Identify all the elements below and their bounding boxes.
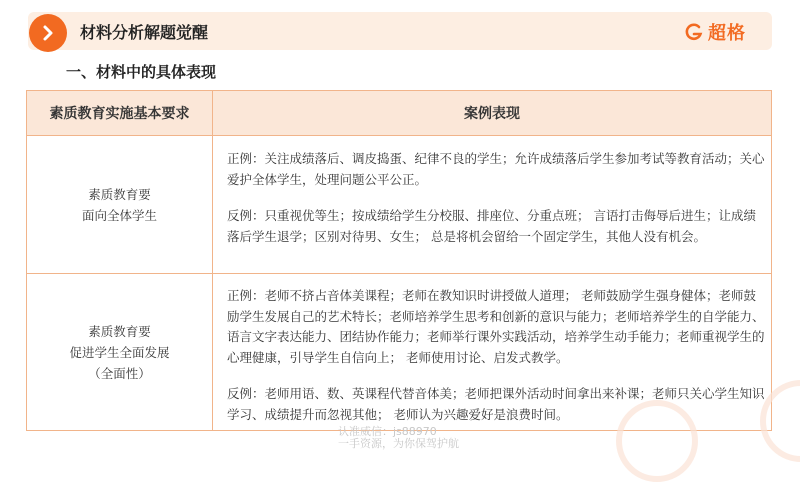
watermark-line: 一手资源，为你保驾护航 <box>338 437 459 450</box>
section-heading: 一、材料中的具体表现 <box>66 63 217 81</box>
row-label-all-students <box>27 136 212 273</box>
positive-example: 正例：关注成绩落后、调皮捣蛋、纪律不良的学生；允许成绩落后学生参加考试等教育活动；关心爱护全体学生，处理问题公平公正。 <box>227 151 765 187</box>
arrow-right-icon-svg <box>39 24 57 42</box>
positive-example: 正例：老师不挤占音体美课程；老师在教知识时讲授做人道理； 老师鼓励学生强身健体；老师鼓励学生发展自己的艺术特长；老师培养学生思考和创新的意识与能力；老师培养学生的自学能力、语言文字表达能力、团结协作能力；老师举行课外实践活动，培养学生动手能力；老师重视学生的心理健康，引导学生自信向上； 老师使用讨论、启发式教学。 <box>227 288 765 365</box>
row-label-line: （全面性） <box>88 366 151 381</box>
arrow-right-icon <box>29 14 67 52</box>
negative-example: 反例：老师用语、数、英课程代替音体美；老师把课外活动时间拿出来补课；老师只关心学生知识学习、成绩提升而忽视其他； 老师认为兴趣爱好是浪费时间。 <box>227 386 765 422</box>
column-header-cases: 案例表现 <box>464 106 520 122</box>
comparison-table <box>26 90 772 431</box>
row-label-line: 促进学生全面发展 <box>69 345 170 360</box>
watermark <box>338 426 459 450</box>
page-title: 材料分析解题觉醒 <box>80 23 209 42</box>
brand-logo-icon <box>684 22 704 42</box>
negative-example: 反例：只重视优等生；按成绩给学生分校服、排座位、分重点班； 言语打击侮辱后进生；让成绩落后学生退学；区别对待男、女生； 总是将机会留给一个固定学生，其他人没有机会。 <box>227 208 756 244</box>
watermark-line: 认准威信：js88970 <box>338 425 437 438</box>
column-header-requirement: 素质教育实施基本要求 <box>49 106 190 122</box>
column-divider <box>212 91 213 430</box>
row-label-line: 面向全体学生 <box>81 207 157 223</box>
row-cases-all-round <box>227 286 765 425</box>
row-label-line: 素质教育要 <box>88 186 151 202</box>
decorative-circle <box>616 400 698 482</box>
row-cases-all-students <box>227 149 765 247</box>
brand-logo <box>684 19 746 45</box>
row-label-all-round <box>27 274 212 431</box>
brand-name: 超格 <box>708 23 746 44</box>
row-label-line: 素质教育要 <box>88 324 151 339</box>
